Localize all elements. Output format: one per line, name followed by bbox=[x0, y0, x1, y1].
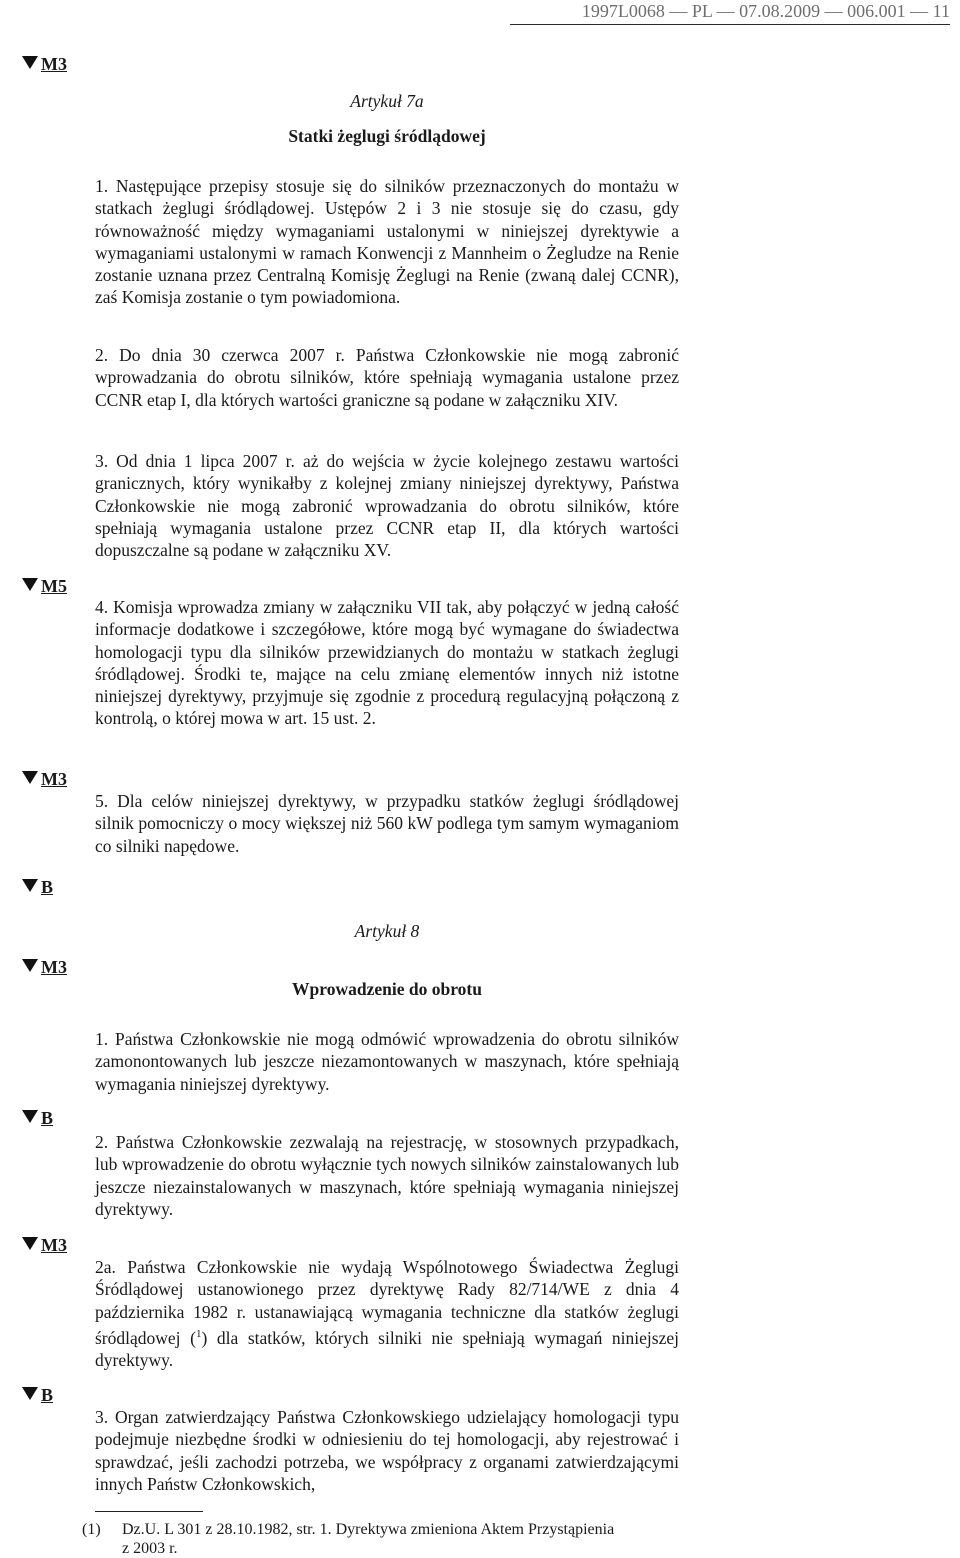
page-header: 1997L0068 — PL — 07.08.2009 — 006.001 — 11 bbox=[510, 0, 950, 25]
amendment-marker: M3 bbox=[22, 956, 67, 978]
amendment-marker: B bbox=[22, 876, 53, 898]
triangle-down-icon bbox=[22, 578, 38, 591]
triangle-down-icon bbox=[22, 959, 38, 972]
triangle-down-icon bbox=[22, 879, 38, 892]
footnote-label: (1) bbox=[82, 1521, 101, 1538]
triangle-down-icon bbox=[22, 1110, 38, 1123]
paragraph: 1. Państwa Członkowskie nie mogą odmówić wprowadzenia do obrotu silników zamonontowanych lub jeszcze niezamontowanych w maszynach, które spełniają wymagania niniejszej dyrektywy. bbox=[95, 1029, 679, 1094]
triangle-down-icon bbox=[22, 1387, 38, 1400]
amendment-marker: M5 bbox=[22, 575, 67, 597]
amendment-marker: M3 bbox=[22, 768, 67, 790]
paragraph: 2. Państwa Członkowskie zezwalają na rejestrację, w stosownych przypadkach, lub wprowadzenie do obrotu wyłącznie tych nowych silników zainstalowanych lub jeszcze niezainstalowanych w maszynach, które spełniają wymagania niniejszej dyrektywy. bbox=[95, 1132, 679, 1219]
triangle-down-icon bbox=[22, 771, 38, 784]
amendment-marker: B bbox=[22, 1384, 53, 1406]
article-title: Statki żeglugi śródlądowej bbox=[288, 126, 486, 146]
footnote-text-continued: z 2003 r. bbox=[122, 1540, 178, 1557]
footnote bbox=[82, 1520, 682, 1558]
article-heading: Artykuł 7a bbox=[350, 91, 424, 111]
amendment-marker: B bbox=[22, 1107, 53, 1129]
footnote-reference[interactable]: 1 bbox=[195, 1327, 202, 1340]
paragraph: 4. Komisja wprowadza zmiany w załączniku VII tak, aby połączyć w jedną całość informacje dodatkowe i szczegółowe, które mogą być wymagane do świadectwa homologacji typu dla silników przewidzianych do montażu w statkach żeglugi śródlądowej. Środki te, mające na celu zmianę elementów innych niż istotne niniejszej dyrektywy, przyjmuje się zgodnie z procedurą regulacyjną połączoną z kontrolą, o której mowa w art. 15 ust. 2. bbox=[95, 597, 679, 729]
triangle-down-icon bbox=[22, 56, 38, 69]
footnote-text: Dz.U. L 301 z 28.10.1982, str. 1. Dyrektywa zmieniona Aktem Przystąpienia bbox=[122, 1521, 615, 1538]
paragraph: 2. Do dnia 30 czerwca 2007 r. Państwa Członkowskie nie mogą zabronić wprowadzania do obrotu silników, które spełniają wymagania ustalone przez CCNR etap I, dla których wartości graniczne są podane w załączniku XIV. bbox=[95, 345, 679, 410]
article-title: Wprowadzenie do obrotu bbox=[292, 979, 482, 999]
paragraph: 5. Dla celów niniejszej dyrektywy, w przypadku statków żeglugi śródlądowej silnik pomocniczy o mocy większej niż 560 kW podlega tym samym wymaganiom co silniki napędowe. bbox=[95, 791, 679, 856]
paragraph: 2a. Państwa Członkowskie nie wydają Wspólnotowego Świadectwa Żeglugi Śródlądowej ustanowionego przez dyrektywę Rady 82/714/WE z dnia 4 października 1982 r. ustanawiającą wymagania techniczne dla statków żeglugi śródlądowej ($^1$) dla statków, których silniki nie spełniają wymagań niniejszej dyrektywy. bbox=[95, 1257, 679, 1371]
paragraph: 3. Organ zatwierdzający Państwa Członkowskiego udzielający homologacji typu podejmuje niezbędne środki w odniesieniu do tej homologacji, aby rejestrować i sprawdzać, jeśli zachodzi potrzeba, we współpracy z organami zatwierdzającymi innych Państw Członkowskich, bbox=[95, 1407, 679, 1494]
triangle-down-icon bbox=[22, 1237, 38, 1250]
footnote-divider bbox=[95, 1511, 203, 1512]
paragraph: 1. Następujące przepisy stosuje się do silników przeznaczonych do montażu w statkach żeglugi śródlądowej. Ustępów 2 i 3 nie stosuje się do czasu, gdy równoważność między wymaganiami ustalonymi w niniejszej dyrektywie a wymaganiami ustalonymi w ramach Konwencji z Mannheim o Żegludze na Renie zostanie uznana przez Centralną Komisję Żeglugi na Renie (zwaną dalej CCNR), zaś Komisja zostanie o tym powiadomiona. bbox=[95, 176, 679, 308]
article-heading: Artykuł 8 bbox=[354, 921, 420, 941]
amendment-marker: M3 bbox=[22, 1234, 67, 1256]
paragraph: 3. Od dnia 1 lipca 2007 r. aż do wejścia w życie kolejnego zestawu wartości granicznych, który wynikałby z kolejnej zmiany niniejszej dyrektywy, Państwa Członkowskie nie mogą zabronić wprowadzania do obrotu silników, które spełniają wymagania ustalone przez CCNR etap II, dla których wartości dopuszczalne są podane w załączniku XV. bbox=[95, 451, 679, 561]
amendment-marker: M3 bbox=[22, 53, 67, 75]
